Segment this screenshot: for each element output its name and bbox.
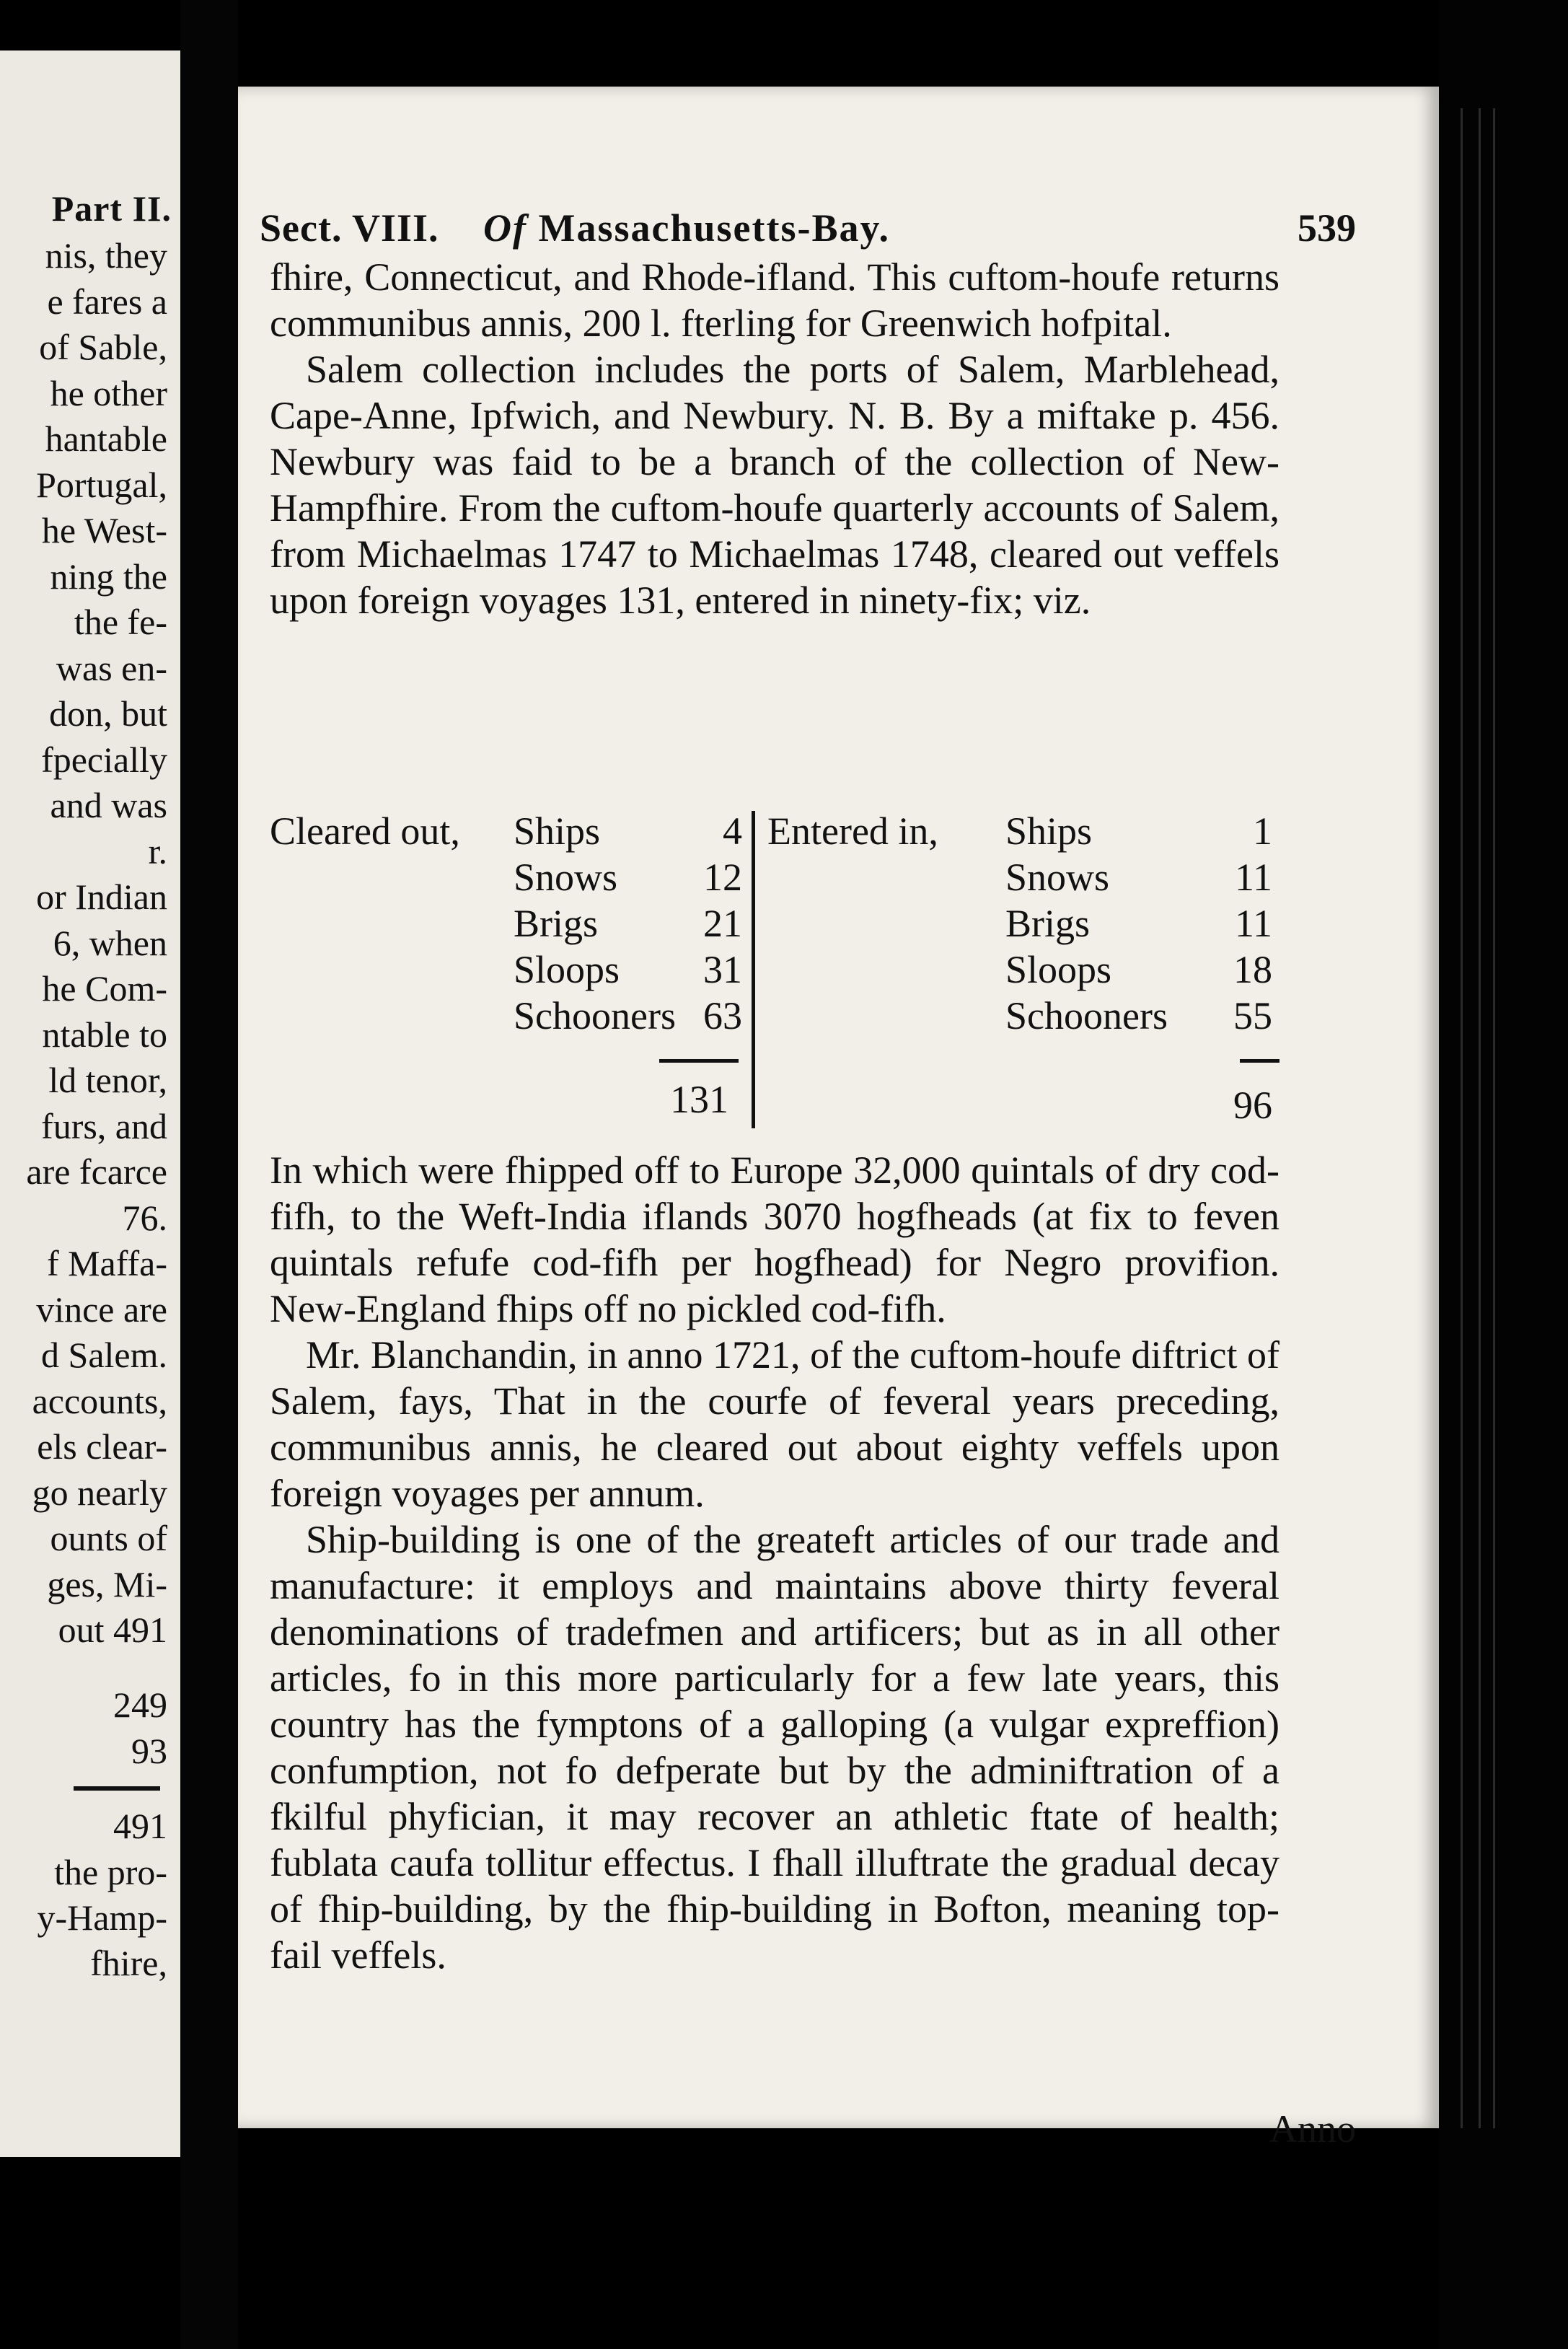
facing-page-line: ning the [50, 556, 167, 597]
paragraph: fhire, Connecticut, and Rhode-ifland. This cuftom-houfe returns communibus annis, 200 l. fterling for Greenwich hofpital. [270, 255, 1279, 345]
title-text: Massachusetts-Bay. [538, 206, 890, 250]
facing-page-line: vince are [36, 1288, 167, 1330]
facing-page-line: fpecially [41, 739, 167, 780]
vessel-type: Sloops [514, 948, 620, 991]
vessel-count: 63 [703, 994, 742, 1037]
facing-page-line: don, but [49, 693, 167, 734]
facing-page-line: he other [50, 372, 167, 413]
page-number: 539 [1298, 206, 1356, 250]
running-title [483, 206, 890, 250]
cleared-label: Cleared out, [270, 809, 460, 853]
catchword: Anno [1269, 2107, 1356, 2151]
facing-page-header: Part II. [51, 188, 172, 229]
facing-page-line: furs, and [41, 1105, 167, 1146]
facing-page-line: 76. [122, 1197, 167, 1238]
facing-page-figure: 249 [113, 1684, 167, 1725]
vessel-type: Schooners [1005, 994, 1168, 1037]
facing-page-line: of Sable, [39, 327, 167, 367]
cleared-total: 131 [670, 1078, 728, 1121]
facing-page-line: nis, they [45, 235, 167, 276]
facing-page-rule [74, 1786, 160, 1791]
entered-label: Entered in, [767, 809, 938, 853]
facing-page-line: f Maffa- [46, 1243, 167, 1283]
vessel-type: Snows [1005, 856, 1110, 899]
facing-page-line: r. [148, 830, 167, 871]
facing-page-line: are fcarce [26, 1151, 167, 1192]
page-edge-line [1461, 108, 1463, 2128]
facing-page-line: fhire, [90, 1942, 167, 1983]
facing-page-line: or Indian [36, 877, 167, 917]
body-text-bottom [270, 1147, 1279, 1978]
facing-page-line: 6, when [53, 922, 167, 963]
facing-page-line: Portugal, [36, 464, 167, 505]
facing-page-line: ntable to [42, 1014, 167, 1055]
facing-page-line: ounts of [50, 1518, 167, 1558]
body-text-top [270, 254, 1279, 623]
paragraph: Mr. Blanchandin, in anno 1721, of the cuftom-houfe diftrict of Salem, fays, That in the courfe of feveral years preceding, communibus annis, he cleared out about eighty veffels upon foreign voyages per annum. [270, 1333, 1279, 1515]
vessel-type: Ships [1005, 809, 1093, 853]
paragraph: Ship-building is one of the greateft articles of our trade and manufacture: it employs and maintains above thirty feveral denominations of tradefmen and artificers; but as in all other articles, fo in this more particularly for a few late years, this country has the fymptons of a galloping (a vulgar expreffion) confumption, not fo defperate but by the adminiftration of a fkilful phyfician, it may recover an athletic ftate of health; fublata caufa tollitur effectus. I fhall illuftrate the gradual decay of fhip-building, by the fhip-building in Bofton, meaning top-fail veffels. [270, 1518, 1279, 1977]
section-label: Sect. VIII. [260, 206, 439, 250]
vessel-type: Brigs [1005, 902, 1091, 945]
facing-page [0, 51, 180, 2157]
paragraph: In which were fhipped off to Europe 32,000 quintals of dry cod-fifh, to the Weft-India iflands 3070 hogfheads (at fix to feven quintals refufe cod-fifh per hogfhead) for Negro provifion. New-England fhips off no pickled cod-fifh. [270, 1149, 1279, 1330]
facing-page-figure: 491 [113, 1805, 167, 1846]
book-gutter [180, 0, 238, 2349]
vessel-type: Snows [514, 856, 618, 899]
vessel-count: 1 [1253, 809, 1272, 853]
facing-page-line: e fares a [47, 281, 167, 322]
entered-total: 96 [1233, 1084, 1272, 1127]
facing-page-line: go nearly [32, 1472, 167, 1513]
vessel-count: 12 [703, 856, 742, 899]
cleared-total-rule [659, 1059, 739, 1063]
facing-page-line: ld tenor, [48, 1060, 167, 1100]
vessel-type: Brigs [514, 902, 599, 945]
facing-page-line: els clear- [37, 1426, 167, 1467]
facing-page-line: he Com- [42, 968, 167, 1009]
facing-page-line: out 491 [58, 1610, 167, 1650]
facing-page-line: the fe- [74, 602, 167, 642]
vessel-count: 55 [1233, 994, 1272, 1037]
vessel-count: 11 [1235, 902, 1272, 945]
title-prefix: Of [483, 206, 527, 250]
facing-page-line: d Salem. [41, 1335, 167, 1375]
vessel-count: 11 [1235, 856, 1272, 899]
paragraph: Salem collection includes the ports of Salem, Marblehead, Cape-Anne, Ipfwich, and Newbury. N. B. By a miftake p. 456. Newbury was faid to be a branch of the collection of New-Hampfhire. From the cuftom-houfe quarterly accounts of Salem, from Michaelmas 1747 to Michaelmas 1748, cleared out veffels upon foreign voyages 131, entered in ninety-fix; viz. [270, 348, 1279, 622]
page-edge-line [1479, 108, 1481, 2128]
facing-page-line: hantable [45, 418, 167, 459]
vessel-count: 4 [723, 809, 742, 853]
book-page [238, 87, 1439, 2151]
facing-page-figure: 93 [131, 1730, 167, 1771]
vessel-count: 18 [1233, 948, 1272, 991]
facing-page-line: ges, Mi- [47, 1563, 167, 1604]
facing-page-line: y-Hamp- [37, 1897, 167, 1938]
vessel-type: Sloops [1005, 948, 1112, 991]
table-divider [752, 811, 755, 1128]
facing-page-line: and was [50, 785, 167, 825]
facing-page-line: he West- [41, 510, 167, 550]
page-edges [1439, 0, 1568, 2349]
vessel-count: 21 [703, 902, 742, 945]
vessel-table [270, 808, 1279, 1140]
entered-total-rule [1240, 1059, 1279, 1063]
vessel-count: 31 [703, 948, 742, 991]
page-edge-line [1493, 108, 1495, 2128]
facing-page-line: accounts, [32, 1380, 167, 1421]
vessel-type: Schooners [514, 994, 676, 1037]
facing-page-line: the pro- [54, 1851, 167, 1892]
facing-page-line: was en- [56, 647, 167, 688]
vessel-type: Ships [514, 809, 601, 853]
